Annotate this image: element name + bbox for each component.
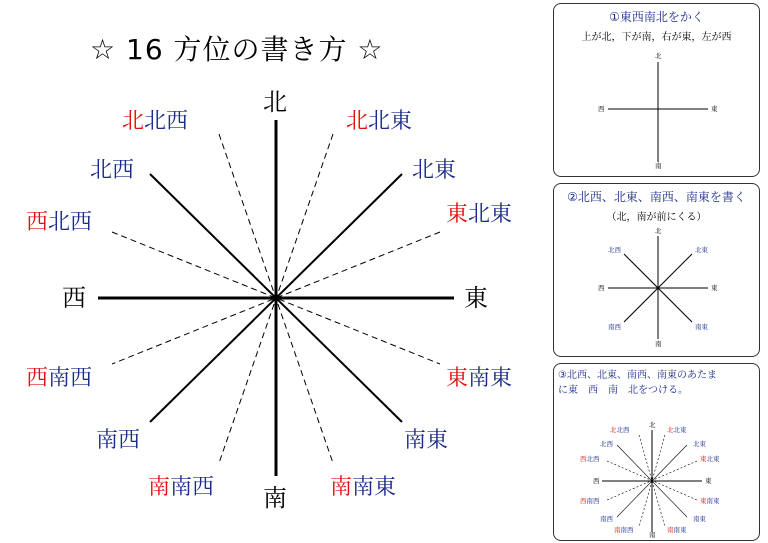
step1-panel xyxy=(553,3,760,177)
label-sse: 南南東 xyxy=(330,475,397,500)
step2-east: 東 xyxy=(711,284,718,292)
step3-nw: 北西 xyxy=(600,440,613,448)
step3-wsw: 西南西 xyxy=(580,497,600,505)
label-nnw: 北北西 xyxy=(122,109,189,134)
label-southwest: 南西 xyxy=(96,428,141,453)
label-ese: 東南東 xyxy=(446,366,513,391)
step3-panel xyxy=(553,363,760,541)
label-ssw: 南南西 xyxy=(148,475,215,500)
label-northwest: 北西 xyxy=(90,158,135,183)
step3-ene: 東北東 xyxy=(700,455,720,463)
page-title: ☆ 16 方位の書き方 ☆ xyxy=(90,33,384,66)
step3-sse: 南南東 xyxy=(667,526,687,534)
label-northeast: 北東 xyxy=(412,158,457,183)
step3-south: 南 xyxy=(649,531,656,539)
step3-ese: 東南東 xyxy=(700,497,720,505)
step1-diagram xyxy=(554,4,759,176)
label-south: 南 xyxy=(263,484,287,512)
step3-west: 西 xyxy=(593,477,600,485)
step1-east: 東 xyxy=(711,105,718,113)
step2-title: ②北西、北東、南西、南東を書く xyxy=(567,190,746,204)
step1-south: 南 xyxy=(655,162,662,170)
label-wnw: 西北西 xyxy=(26,210,93,235)
step3-title-line2: に東 西 南 北をつける。 xyxy=(558,385,688,396)
step3-north: 北 xyxy=(649,421,656,429)
step2-ne: 北東 xyxy=(695,246,708,254)
label-nne: 北北東 xyxy=(346,109,413,134)
step3-se: 南東 xyxy=(693,515,706,523)
step2-se: 南東 xyxy=(695,323,708,331)
step3-sw: 南西 xyxy=(600,515,613,523)
step1-west: 西 xyxy=(598,105,605,113)
label-north: 北 xyxy=(263,88,287,116)
step3-ne: 北東 xyxy=(693,440,706,448)
step2-diagram xyxy=(554,184,759,356)
step3-wnw: 西北西 xyxy=(580,455,600,463)
step3-nne: 北北東 xyxy=(667,426,687,434)
step1-title: ①東西南北をかく xyxy=(609,10,704,24)
step3-title-line1: ③北西、北東、南西、南東のあたま xyxy=(558,370,717,381)
step3-nnw: 北北西 xyxy=(610,426,630,434)
step3-east: 東 xyxy=(705,477,712,485)
label-wsw: 西南西 xyxy=(26,366,93,391)
step3-ssw: 南南西 xyxy=(614,526,634,534)
step2-sw: 南西 xyxy=(608,323,621,331)
step2-south: 南 xyxy=(655,340,662,348)
step3-diagram xyxy=(554,364,759,540)
label-southeast: 南東 xyxy=(404,428,449,453)
step2-panel xyxy=(553,183,760,357)
label-ene: 東北東 xyxy=(446,202,513,227)
step2-subtitle: （北，南が前にくる） xyxy=(606,212,707,223)
step2-north: 北 xyxy=(655,227,662,235)
step1-subtitle: 上が北，下が南，右が東，左が西 xyxy=(581,32,732,43)
step2-west: 西 xyxy=(598,284,605,292)
step2-nw: 北西 xyxy=(608,246,621,254)
label-east: 東 xyxy=(464,284,488,312)
label-west: 西 xyxy=(62,284,86,312)
step1-north: 北 xyxy=(655,52,662,60)
